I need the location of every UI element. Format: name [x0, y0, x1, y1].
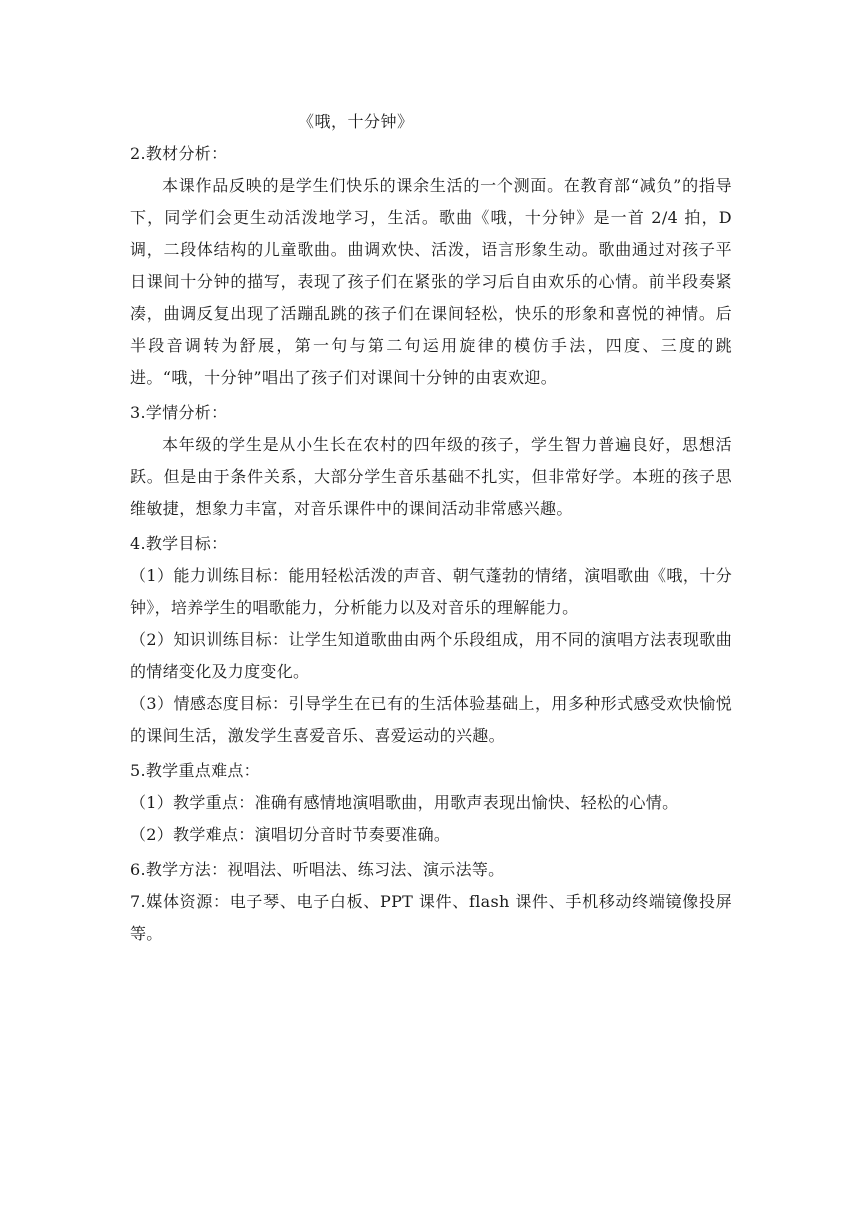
document-body — [130, 106, 732, 950]
key-point-item: （2）教学难点：演唱切分音时节奏要准确。 — [130, 825, 451, 844]
student-analysis-paragraph: 本年级的学生是从小生长在农村的四年级的孩子，学生智力普遍良好，思想活跃。但是由于条件关系，大部分学生音乐基础不扎实，但非常好学。本班的孩子思维敏捷，想象力丰富，对音乐课件中的课间活动非常感兴趣。 — [130, 435, 732, 518]
section-heading-teaching-goals: 4.教学目标： — [130, 534, 228, 553]
section-heading-key-points: 5.教学重点难点： — [130, 761, 260, 780]
media-resources-line: 7.媒体资源：电子琴、电子白板、PPT 课件、flash 课件、手机移动终端镜像投屏等。 — [130, 892, 732, 943]
textbook-analysis-paragraph: 本课作品反映的是学生们快乐的课余生活的一个测面。在教育部“减负”的指导下，同学们会更生动活泼地学习，生活。歌曲《哦，十分钟》是一首 2/4 拍，D 调，二段体结构的儿童歌曲。曲调欢快、活泼，语言形象生动。歌曲通过对孩子平日课间十分钟的描写，表现了孩子们在紧张的学习后自由欢乐的心情。前半段奏紧凑，曲调反复出现了活蹦乱跳的孩子们在课间轻松，快乐的形象和喜悦的神情。后半段音调转为舒展，第一句与第二句运用旋律的模仿手法，四度、三度的跳进。“哦，十分钟”唱出了孩子们对课间十分钟的由衷欢迎。 — [130, 176, 732, 387]
key-point-item: （1）教学重点：准确有感情地演唱歌曲，用歌声表现出愉快、轻松的心情。 — [130, 793, 679, 812]
section-heading-textbook-analysis: 2.教材分析： — [130, 144, 228, 163]
teaching-goal-item: （1）能力训练目标：能用轻松活泼的声音、朝气蓬勃的情绪，演唱歌曲《哦，十分钟》，培养学生的唱歌能力，分析能力以及对音乐的理解能力。 — [130, 566, 732, 617]
section-heading-student-analysis: 3.学情分析： — [130, 403, 228, 422]
teaching-goal-item: （2）知识训练目标：让学生知道歌曲由两个乐段组成，用不同的演唱方法表现歌曲的情绪变化及力度变化。 — [130, 630, 732, 681]
teaching-goal-item: （3）情感态度目标：引导学生在已有的生活体验基础上，用多种形式感受欢快愉悦的课间生活，激发学生喜爱音乐、喜爱运动的兴趣。 — [130, 694, 732, 745]
teaching-methods-line: 6.教学方法：视唱法、听唱法、练习法、演示法等。 — [130, 860, 505, 879]
song-title: 《哦，十分钟》 — [298, 112, 414, 131]
